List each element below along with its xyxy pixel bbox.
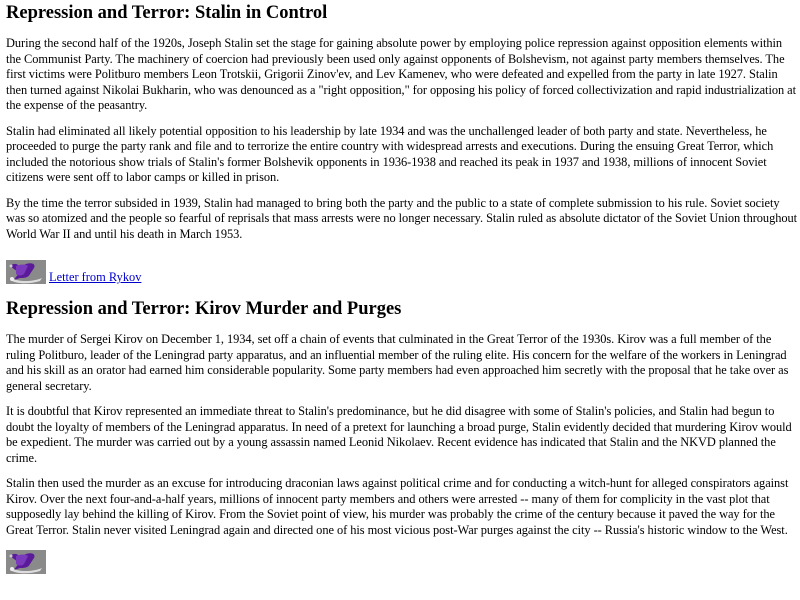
section-title: Repression and Terror: Kirov Murder and Purges <box>6 299 402 319</box>
letter-from-rykov-link[interactable] <box>6 260 141 284</box>
section-title: Repression and Terror: Stalin in Control <box>6 3 328 23</box>
link-row <box>6 258 800 284</box>
paragraph: During the second half of the 1920s, Joseph Stalin set the stage for gaining absolute power by employing police repression against opposition elements within the Communist Party. The machinery of coercion had previously been used only against opponents of Bolshevism, not against party members themselves. The first victims were Politburo members Leon Trotskii, Grigorii Zinov'ev, and Lev Kamenev, who were defeated and expelled from the party in late 1927. Stalin then turned against Nikolai Bukharin, who was denounced as a "right opposition," for opposing his policy of forced collectivization and rapid industrialization at the expense of the peasantry. <box>6 36 797 112</box>
section-kirov-murder-and-purges <box>6 298 800 572</box>
paragraph: Stalin had eliminated all likely potential opposition to his leadership by late 1934 and was the unchallenged leader of both party and state. Nevertheless, he proceeded to purge the party rank and file and to terrorize the entire country with widespread arrests and executions. During the ensuing Great Terror, which included the notorious show trials of Stalin's former Bolshevik opponents in 1936-1938 and reached its peak in 1937 and 1938, millions of innocent Soviet citizens were sent off to labor camps or killed in prison. <box>6 123 774 184</box>
scroll-icon[interactable] <box>6 550 46 574</box>
link-label[interactable]: Letter from Rykov <box>49 270 142 284</box>
paragraph: The murder of Sergei Kirov on December 1, 1934, set off a chain of events that culminated in the Great Terror of the 1930s. Kirov was a full member of the ruling Politburo, leader of the Leningrad party apparatus, and an influential member of the ruling elite. His concern for the welfare of the workers in Leningrad and his skill as an orator had earned him considerable popularity. Some party members had even approached him secretly with the proposal that he take over as general secretary. <box>6 332 789 393</box>
link-row <box>6 548 800 572</box>
paragraph: By the time the terror subsided in 1939, Stalin had managed to bring both the party and the public to a state of complete submission to his rule. Soviet society was so atomized and the people so fearful of reprisals that mass arrests were no longer necessary. Stalin ruled as absolute dictator of the Soviet Union throughout World War II and until his death in March 1953. <box>6 195 798 241</box>
document-page <box>0 2 800 572</box>
scroll-icon[interactable] <box>6 260 46 284</box>
section-stalin-in-control <box>6 2 800 284</box>
document-link[interactable] <box>6 550 46 574</box>
paragraph: Stalin then used the murder as an excuse for introducing draconian laws against political crime and for conducting a witch-hunt for alleged conspirators against Kirov. Over the next four-and-a-half years, millions of innocent party members and others were arrested -- many of them for complicity in the vast plot that supposedly lay behind the killing of Kirov. From the Soviet point of view, his murder was probably the crime of the century because it paved the way for the Great Terror. Stalin never visited Leningrad again and directed one of his most vicious post-War purges against the city -- Russia's historic window to the West. <box>6 476 789 537</box>
paragraph: It is doubtful that Kirov represented an immediate threat to Stalin's predominance, but he did disagree with some of Stalin's policies, and Stalin had begun to doubt the loyalty of members of the Leningrad apparatus. In need of a pretext for launching a broad purge, Stalin evidently decided that murdering Kirov would be expedient. The murder was carried out by a young assassin named Leonid Nikolaev. Recent evidence has indicated that Stalin and the NKVD planned the crime. <box>6 404 792 465</box>
